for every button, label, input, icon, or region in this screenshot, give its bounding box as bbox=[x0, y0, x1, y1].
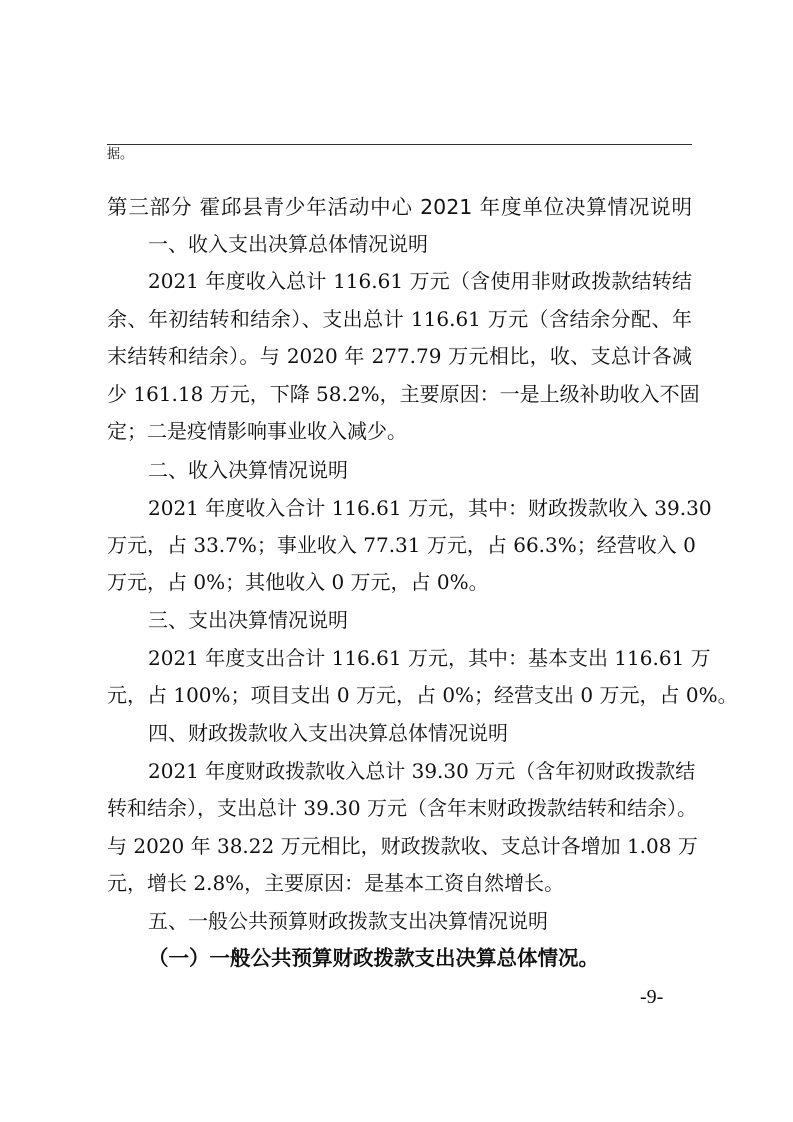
paragraph-line: 与 2020 年 38.22 万元相比，财政拨款收、支总计各增加 1.08 万 bbox=[107, 834, 698, 858]
paragraph-line: 余、年初结转和结余）、支出总计 116.61 万元（含结余分配、年 bbox=[107, 307, 692, 331]
top-fragment: 据。 bbox=[107, 147, 134, 162]
section-heading-2: 二、收入决算情况说明 bbox=[148, 458, 348, 482]
paragraph-line: 2021 年度财政拨款收入总计 39.30 万元（含年初财政拨款结 bbox=[148, 759, 696, 783]
paragraph-line: 转和结余），支出总计 39.30 万元（含年末财政拨款结转和结余）。 bbox=[107, 796, 697, 820]
section-heading-4: 四、财政拨款收入支出决算总体情况说明 bbox=[148, 721, 508, 745]
paragraph-line: 定；二是疫情影响事业收入减少。 bbox=[107, 419, 407, 443]
paragraph-line: 2021 年度收入总计 116.61 万元（含使用非财政拨款结转结 bbox=[148, 269, 692, 293]
section-heading-5: 五、一般公共预算财政拨款支出决算情况说明 bbox=[148, 909, 548, 933]
section-heading-3: 三、支出决算情况说明 bbox=[148, 608, 348, 632]
subheading: （一）一般公共预算财政拨款支出决算总体情况。 bbox=[148, 946, 599, 970]
paragraph-line: 万元，占 33.7%；事业收入 77.31 万元，占 66.3%；经营收入 0 bbox=[107, 533, 696, 557]
paragraph-line: 少 161.18 万元，下降 58.2%，主要原因：一是上级补助收入不固 bbox=[107, 382, 700, 406]
section-heading-1: 一、收入支出决算总体情况说明 bbox=[148, 232, 428, 256]
paragraph-line: 末结转和结余）。与 2020 年 277.79 万元相比，收、支总计各减 bbox=[107, 344, 692, 368]
part-title: 第三部分 霍邱县青少年活动中心 2021 年度单位决算情况说明 bbox=[107, 195, 692, 219]
page-number: -9- bbox=[640, 986, 664, 1008]
paragraph-line: 元，增长 2.8%，主要原因：是基本工资自然增长。 bbox=[107, 871, 565, 895]
paragraph-line: 2021 年度收入合计 116.61 万元，其中：财政拨款收入 39.30 bbox=[148, 496, 712, 520]
paragraph-line: 万元，占 0%；其他收入 0 万元，占 0%。 bbox=[107, 570, 489, 594]
paragraph-line: 2021 年度支出合计 116.61 万元，其中：基本支出 116.61 万 bbox=[148, 646, 711, 670]
paragraph-line: 元，占 100%；项目支出 0 万元，占 0%；经营支出 0 万元，占 0%。 bbox=[107, 683, 738, 707]
